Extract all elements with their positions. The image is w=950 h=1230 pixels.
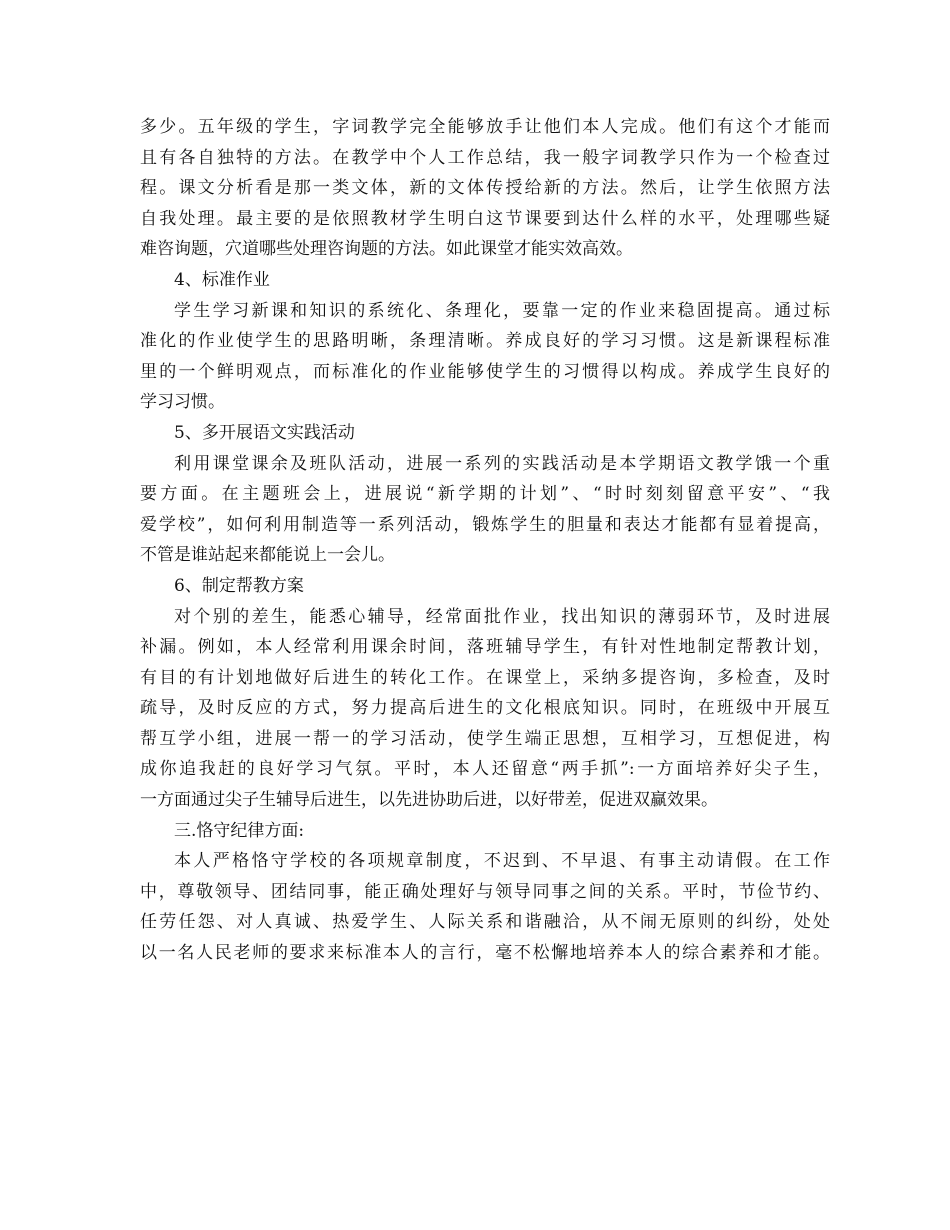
text-line: 爱学校”，如何利用制造等一系列活动，锻炼学生的胆量和表达才能都有显着提高， [140,514,830,535]
text-line: 难咨询题，穴道哪些处理咨询题的方法。如此课堂才能实效高效。 [140,239,633,260]
text-line: 且有各自独特的方法。在教学中个人工作总结，我一般字词教学只作为一个检查过 [140,147,830,168]
text-line: 成你追我赶的良好学习气氛。平时，本人还留意“两手抓”:一方面培养好尖子生， [140,759,830,780]
text-line: 程。课文分析看是那一类文体，新的文体传授给新的方法。然后，让学生依照方法 [140,178,830,199]
text-line: 自我处理。最主要的是依照教材学生明白这节课要到达什么样的水平，处理哪些疑 [140,208,830,229]
section-heading: 三.恪守纪律方面: [174,820,305,841]
text-line: 以一名人民老师的要求来标准本人的言行，毫不松懈地培养本人的综合素养和才能。 [140,943,830,964]
section-heading: 5、多开展语文实践活动 [174,422,355,443]
text-line: 任劳任怨、对人真诚、热爱学生、人际关系和谐融洽，从不闹无原则的纠纷，处处 [140,912,830,933]
document-body [140,112,830,969]
text-line: 一方面通过尖子生辅导后进生，以先进协助后进，以好带差，促进双赢效果。 [140,790,718,811]
text-line: 本人严格恪守学校的各项规章制度，不迟到、不早退、有事主动请假。在工作 [174,851,830,872]
text-line: 补漏。例如，本人经常利用课余时间，落班辅导学生，有针对性地制定帮教计划， [140,637,830,658]
text-line: 对个别的差生，能悉心辅导，经常面批作业，找出知识的薄弱环节，及时进展 [174,606,830,627]
text-line: 有目的有计划地做好后进生的转化工作。在课堂上，采纳多提咨询，多检查，及时 [140,667,830,688]
text-line: 里的一个鲜明观点，而标准化的作业能够使学生的习惯得以构成。养成学生良好的 [140,361,830,382]
text-line: 要方面。在主题班会上，进展说“新学期的计划”、“时时刻刻留意平安”、“我 [140,484,830,505]
text-line: 多少。五年级的学生，字词教学完全能够放手让他们本人完成。他们有这个才能而 [140,117,830,137]
text-line: 学生学习新课和知识的系统化、条理化，要靠一定的作业来稳固提高。通过标 [174,300,830,321]
text-line: 不管是谁站起来都能说上一会儿。 [140,545,395,566]
section-heading: 6、制定帮教方案 [174,575,304,596]
text-line: 准化的作业使学生的思路明晰，条理清晰。养成良好的学习习惯。这是新课程标准 [140,331,830,352]
text-line: 疏导，及时反应的方式，努力提高后进生的文化根底知识。同时，在班级中开展互 [140,698,830,719]
section-heading: 4、标准作业 [174,269,270,290]
text-line: 帮互学小组，进展一帮一的学习活动，使学生端正思想，互相学习，互想促进，构 [140,728,830,749]
text-line: 学习习惯。 [140,392,225,413]
text-line: 利用课堂课余及班队活动，进展一系列的实践活动是本学期语文教学饿一个重 [174,453,830,474]
text-line: 中，尊敬领导、团结同事，能正确处理好与领导同事之间的关系。平时，节俭节约、 [140,881,830,902]
